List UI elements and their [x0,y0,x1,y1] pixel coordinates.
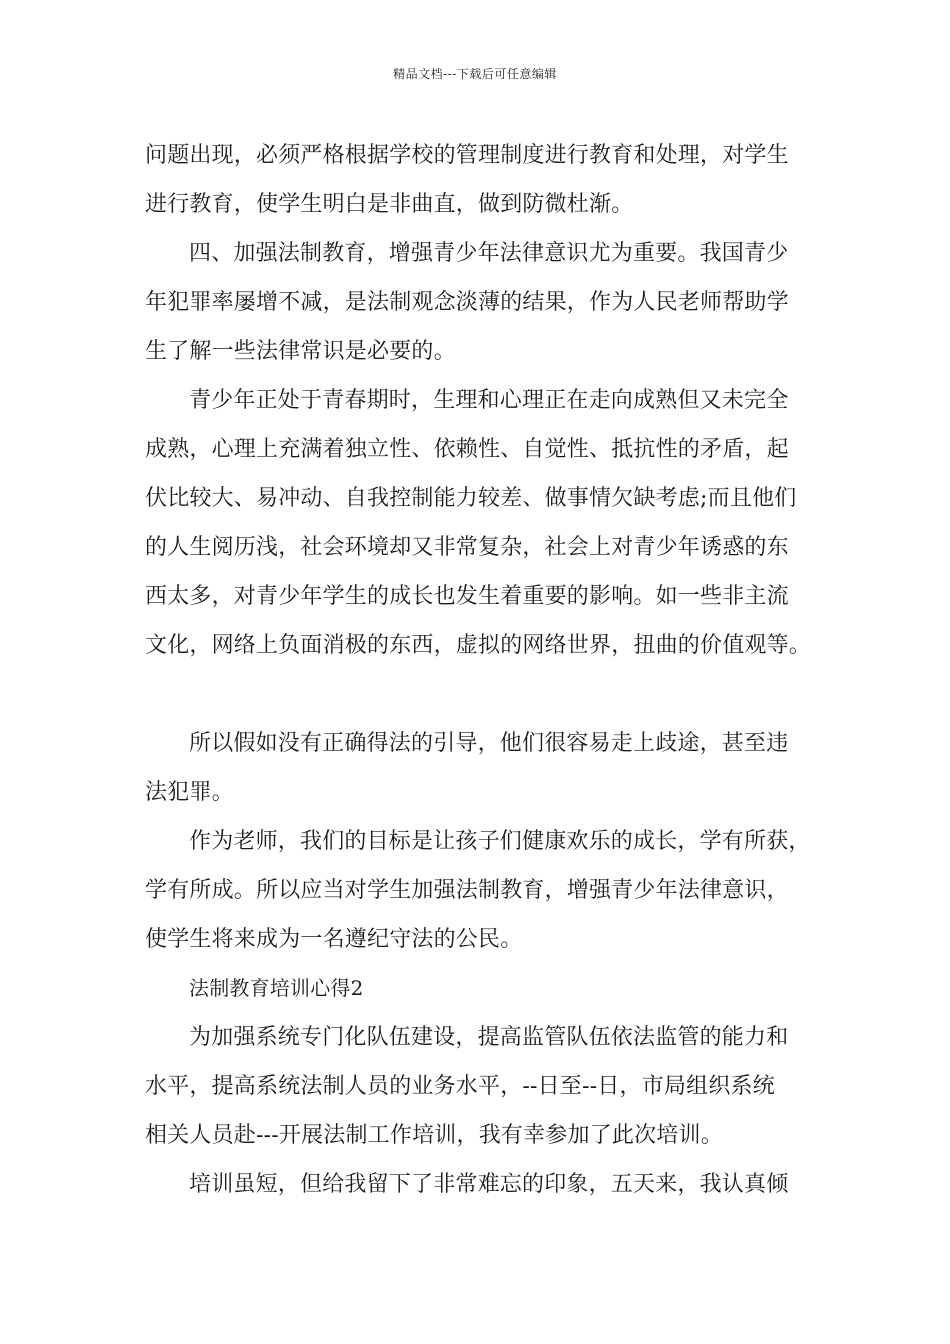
text-line: 水平，提高系统法制人员的业务水平，--日至--日，市局组织系统 [145,1074,775,1099]
paragraph [145,817,810,964]
text-line: 使学生将来成为一名遵纪守法的公民。 [145,927,523,952]
text-line: 青少年正处于青春期时，生理和心理正在走向成熟但又未完全 [189,388,789,413]
paragraph [145,376,810,670]
page-header: 精品文档---下载后可任意编辑 [393,67,557,81]
paragraph [145,131,810,229]
text-line: 进行教育，使学生明白是非曲直，做到防微杜渐。 [145,192,634,217]
paragraph [145,719,810,817]
text-line: 法犯罪。 [145,780,234,805]
document-body [145,131,810,1209]
paragraph [145,229,810,376]
paragraph [145,1013,810,1160]
text-line: 作为老师，我们的目标是让孩子们健康欢乐的成长，学有所获， [189,829,811,854]
section-heading [145,964,810,1013]
text-line: 所以假如没有正确得法的引导，他们很容易走上歧途，甚至违 [189,731,789,756]
text-line: 培训虽短，但给我留下了非常难忘的印象，五天来，我认真倾 [189,1172,789,1197]
blank-line [145,670,810,719]
text-line: 相关人员赴---开展法制工作培训，我有幸参加了此次培训。 [145,1123,723,1148]
text-line: 四、加强法制教育，增强青少年法律意识尤为重要。我国青少 [189,241,789,266]
text-line: 学有所成。所以应当对学生加强法制教育，增强青少年法律意识， [145,878,789,903]
heading-text: 法制教育培训心得2 [189,976,364,1000]
paragraph [145,1160,810,1209]
text-line: 伏比较大、易冲动、自我控制能力较差、做事情欠缺考虑;而且他们 [145,486,797,511]
text-line: 西太多，对青少年学生的成长也发生着重要的影响。如一些非主流 [145,584,789,609]
text-line: 成熟，心理上充满着独立性、依赖性、自觉性、抵抗性的矛盾，起 [145,437,789,462]
text-line: 生了解一些法律常识是必要的。 [145,339,456,364]
text-line: 为加强系统专门化队伍建设，提高监管队伍依法监管的能力和 [189,1025,789,1050]
text-line: 年犯罪率屡增不减，是法制观念淡薄的结果，作为人民老师帮助学 [145,290,789,315]
text-line: 问题出现，必须严格根据学校的管理制度进行教育和处理，对学生 [145,143,789,168]
text-line: 文化，网络上负面消极的东西，虚拟的网络世界，扭曲的价值观等。 [145,633,812,658]
text-line: 的人生阅历浅，社会环境却又非常复杂，社会上对青少年诱惑的东 [145,535,789,560]
